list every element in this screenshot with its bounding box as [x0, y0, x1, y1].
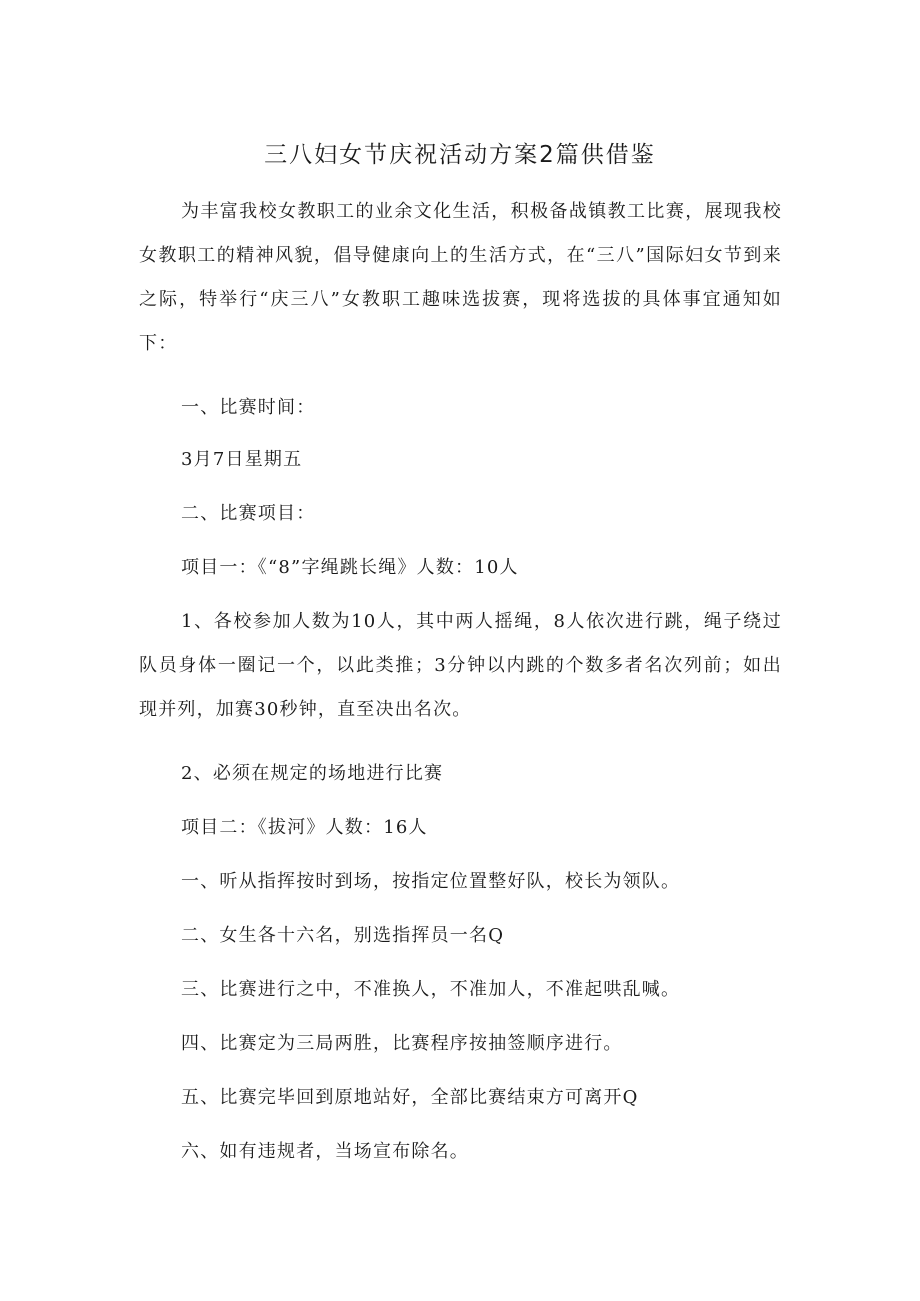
intro-paragraph: 为丰富我校女教职工的业余文化生活，积极备战镇教工比赛，展现我校女教职工的精神风貌，倡导健康向上的生活方式，在“三八”国际妇女节到来之际，特举行“庆三八”女教职工趣味选拔赛，现将选拔的具体事宜通知如下：	[139, 201, 782, 354]
event-two-rule-4: 四、比赛定为三局两胜，比赛程序按抽签顺序进行。	[181, 1033, 623, 1054]
competition-date: 3月7日星期五	[181, 449, 303, 470]
document-title: 三八妇女节庆祝活动方案2篇供借鉴	[264, 142, 656, 168]
event-two-heading: 项目二：《拔河》人数：16人	[181, 817, 428, 838]
section-time-heading: 一、比赛时间：	[181, 397, 316, 418]
section-events-heading: 二、比赛项目：	[181, 503, 316, 524]
event-one-rule-1: 1、各校参加人数为10人，其中两人摇绳，8人依次进行跳，绳子绕过队员身体一圈记一个，以此类推；3分钟以内跳的个数多者名次列前；如出现并列，加赛30秒钟，直至决出名次。	[139, 611, 782, 720]
event-one-heading: 项目一：《“8”字绳跳长绳》人数：10人	[181, 557, 519, 578]
event-two-rule-1: 一、听从指挥按时到场，按指定位置整好队，校长为领队。	[181, 871, 681, 892]
event-two-rule-5: 五、比赛完毕回到原地站好，全部比赛结束方可离开Q	[181, 1087, 639, 1108]
event-two-rule-6: 六、如有违规者，当场宣布除名。	[181, 1141, 469, 1162]
event-two-rule-2: 二、女生各十六名，别选指挥员一名Q	[181, 925, 505, 946]
event-two-rule-3: 三、比赛进行之中，不准换人，不准加人，不准起哄乱喊。	[181, 979, 681, 1000]
event-one-rule-2: 2、必须在规定的场地进行比赛	[181, 763, 444, 784]
